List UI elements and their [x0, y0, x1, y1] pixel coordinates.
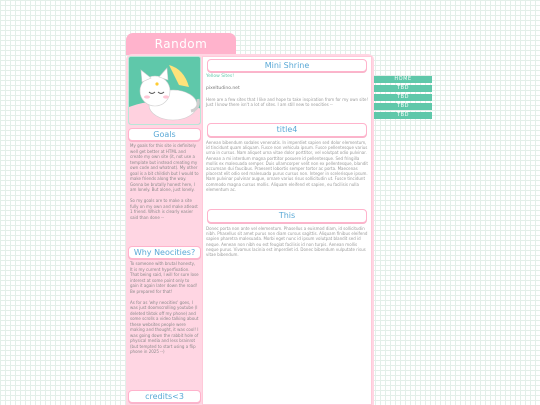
credits-heading: credits<3: [128, 390, 201, 403]
nav-tbd-button-2[interactable]: TBD: [374, 94, 432, 101]
site-title: Random: [126, 33, 236, 55]
mini-shrine-heading: Mini Shrine: [207, 59, 367, 72]
shrine-subtitle: Yellow Sites!: [206, 74, 235, 79]
this-heading: This: [207, 209, 367, 223]
shrine-text: Here are a few sites that I like and hope to take inspiration from for my own site! Just I know there isn't a lot of sites. I am still new to neocities --: [206, 97, 369, 108]
nav-tbd-button-4[interactable]: TBD: [374, 112, 432, 119]
main-content: [202, 56, 372, 405]
goals-text: My goals for this site is definitely well get better at HTML and create my own site (it, not use a template but instead creating my own code and whatnot). My other goal is a bit childish but I would to make friends along the way. Gonna be brutally honest here, I am lonely. But alone, just lonely. So my goals are to make a site fully on my own and make atleast 1 friend. Which is clearly easier said than done --: [130, 143, 199, 220]
nav-tbd-button-3[interactable]: TBD: [374, 103, 432, 110]
goals-heading: Goals: [128, 128, 201, 141]
nav-home-button[interactable]: HOME: [374, 76, 432, 83]
why-neocities-text: To someone with brutal honesty, It is my current hyperfixation. That being said, I will for sure lose interest at some point only to gain it again later down the road! Be prepared for that! As for as 'why neocities' goes, I was just doomscrolling youtube (I deleted tiktok off my phone) and some scrolls a video talking about these websites people were making and thought, it was cool! I was going down the rabbit hole of physical media and less brainrot (but tempted to start using a flip phone in 2025 --): [130, 261, 199, 354]
shrine-link[interactable]: pixeltudino.net: [206, 86, 240, 91]
title4-heading: title4: [207, 123, 367, 137]
cat-avatar: [128, 56, 201, 125]
why-neocities-heading: Why Neocities?: [128, 246, 201, 259]
cat-icon: [129, 57, 201, 125]
left-sidebar: [128, 56, 201, 405]
nav-tbd-button-1[interactable]: TBD: [374, 85, 432, 92]
this-text: Donec porta non ante vel elementum. Phasellus a euismod diam, id sollicitudin nibh. Phasellus sit amet purus non diam cursus sagittis. Aliquam finibus eleifend sapien pharetra malesuada. Morbi eget nunc id ipsum volutpat blandit sed id neque. Aenean non nibh eu est feugiat facilisis id non turpis. Aenean mollis neque purus. Vivamus lacinia est imperdiet id. Donec bibendum vulputate risus vitae bibendum.: [206, 226, 369, 258]
title4-text: Aenean bibendum sodales venenatis. In imperdiet sapien sed dolor elementum, id tincidunt quam aliquam. Fusce non vehicula ipsum. Fusce pellentesque varius urna in cursus. Nam aliquet urna vitae dolor porttitor, vel volutpat odio pulvinar. Aenean a mi interdum magna porttitor posuere id pellentesque. Sed fringilla mollis ex malesuada semper. Duis ullamcorper velit non ex pellentesque, blandit accumsan dui faucibus. Praesent lobortis semper tortor ac porta. Maecenas placerat elit odio sed malesuada purus cursus non. Integer in scelerisque ipsum. Nam pulvinar pulvinar augue, ornare varius risus sollicitudin ut. Fusce tincidunt commodo magna cursus mollis. Aliquam eleifend et sapien, eu facilisis nulla elementum ac.: [206, 140, 370, 192]
